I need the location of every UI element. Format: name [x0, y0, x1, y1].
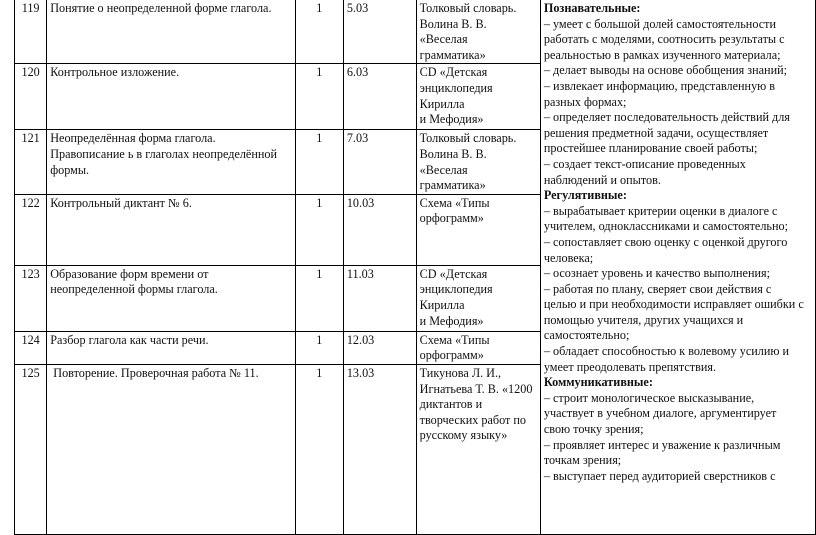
source-line: диктантов и	[419, 397, 483, 412]
results-line: – создает текст-описание проведенных	[543, 156, 746, 171]
source-line: орфограмм»	[419, 211, 484, 226]
results-line: простейшее планирование своей работы;	[543, 141, 758, 156]
source-line: орфограмм»	[419, 348, 484, 363]
results-line: свою точку зрения;	[543, 422, 644, 437]
results-line: помощью учителя, других учащихся и	[543, 312, 744, 327]
source-line: Игнатьева Т. В. «1200	[419, 381, 533, 396]
lesson-hours: 1	[295, 364, 343, 534]
lesson-topic: Повторение. Проверочная работа № 11.	[47, 364, 295, 534]
source-line: грамматика»	[419, 47, 486, 62]
results-line: – сопоставляет свою оценку с оценкой другого	[543, 234, 788, 249]
lesson-source	[416, 331, 540, 364]
lesson-topic: Понятие о неопределенной форме глагола.	[47, 0, 295, 64]
results-line: – вырабатывает критерии оценки в диалоге с	[543, 203, 778, 218]
results-line: – строит монологическое высказывание,	[543, 390, 755, 405]
learning-results	[540, 0, 815, 534]
lesson-source	[416, 364, 540, 534]
results-line: наблюдений и опытов.	[543, 172, 661, 187]
lesson-hours: 1	[295, 0, 343, 64]
lesson-number: 119	[15, 0, 47, 64]
lesson-hours: 1	[295, 130, 343, 194]
lesson-number: 125	[15, 364, 47, 534]
table-row	[15, 0, 816, 64]
source-line: Волина В. В. «Веселая	[419, 146, 487, 177]
source-line: Толковый словарь.	[419, 1, 517, 15]
lesson-date: 10.03	[343, 194, 416, 265]
lesson-date: 13.03	[343, 364, 416, 534]
lesson-source	[416, 64, 540, 130]
results-heading-communicative: Коммуникативные:	[543, 375, 653, 390]
source-line: грамматика»	[419, 178, 486, 193]
lesson-date: 6.03	[343, 64, 416, 130]
source-line: Схема «Типы	[419, 332, 490, 347]
results-line: умеет преодолевать препятствия.	[543, 359, 717, 374]
source-line: и Мефодия»	[419, 313, 484, 328]
results-line: – выступает перед аудиторией сверстников с	[543, 468, 776, 483]
source-line: Толковый словарь.	[419, 131, 517, 146]
lesson-number: 121	[15, 130, 47, 194]
lesson-hours: 1	[295, 331, 343, 364]
results-line: – осознает уровень и качество выполнения;	[543, 266, 770, 281]
results-line: целью и при необходимости исправляет ошибки с	[543, 297, 804, 312]
source-line: Схема «Типы	[419, 195, 490, 210]
results-line: – определяет последовательность действий для	[543, 110, 790, 125]
results-line: участвует в учебном диалоге, аргументирует	[543, 406, 777, 421]
results-line: – проявляет интерес и уважение к различным	[543, 437, 781, 452]
source-line: Кирилла	[419, 96, 465, 111]
lesson-hours: 1	[295, 194, 343, 265]
lesson-topic: Разбор глагола как части речи.	[47, 331, 295, 364]
results-line: – извлекает информацию, представленную в	[543, 78, 776, 93]
lesson-topic: Контрольный диктант № 6.	[47, 194, 295, 265]
lesson-topic: Контрольное изложение.	[47, 64, 295, 130]
lesson-date: 7.03	[343, 130, 416, 194]
lesson-plan-table	[14, 0, 816, 535]
lesson-number: 122	[15, 194, 47, 265]
source-line: русскому языку»	[419, 428, 508, 443]
lesson-topic: Образование форм времени от неопределенной формы глагола.	[47, 265, 295, 331]
results-line: – умеет с большой долей самостоятельности	[543, 16, 776, 31]
lesson-date: 11.03	[343, 265, 416, 331]
lesson-number: 123	[15, 265, 47, 331]
lesson-hours: 1	[295, 265, 343, 331]
lesson-date: 5.03	[343, 0, 416, 64]
source-line: энциклопедия	[419, 80, 493, 95]
source-line: энциклопедия	[419, 282, 493, 297]
results-line: человека;	[543, 250, 594, 265]
lesson-number: 124	[15, 331, 47, 364]
source-line: Волина В. В. «Веселая	[419, 16, 487, 47]
results-line: – обладает способностью к волевому усилию и	[543, 344, 790, 359]
results-heading-regulatory: Регулятивные:	[543, 188, 627, 203]
results-line: – делает выводы на основе обобщения знаний;	[543, 63, 787, 78]
lesson-source	[416, 130, 540, 194]
lesson-source	[416, 265, 540, 331]
lesson-hours: 1	[295, 64, 343, 130]
results-heading-cognitive: Познавательные:	[543, 1, 641, 15]
lesson-date: 12.03	[343, 331, 416, 364]
lesson-topic: Неопределённая форма глагола. Правописание ь в глаголах неопределённой формы.	[47, 130, 295, 194]
results-line: точкам зрения;	[543, 453, 622, 468]
results-line: разных формах;	[543, 94, 627, 109]
source-line: Тикунова Л. И.,	[419, 365, 502, 380]
source-line: CD «Детская	[419, 266, 488, 281]
results-line: самостоятельно;	[543, 328, 630, 343]
source-line: и Мефодия»	[419, 112, 484, 127]
results-line: – работая по плану, сверяет свои действия с	[543, 281, 772, 296]
results-line: учителем, одноклассниками и самостоятельно;	[543, 219, 788, 234]
lesson-number: 120	[15, 64, 47, 130]
results-line: работать с моделями, соотносить результаты с	[543, 32, 785, 47]
source-line: творческих работ по	[419, 412, 526, 427]
lesson-source	[416, 0, 540, 64]
source-line: Кирилла	[419, 297, 465, 312]
results-line: решения предметной задачи, осуществляет	[543, 125, 769, 140]
source-line: CD «Детская	[419, 65, 488, 80]
lesson-source	[416, 194, 540, 265]
results-line: реальностью в рамках изученного материала;	[543, 47, 781, 62]
